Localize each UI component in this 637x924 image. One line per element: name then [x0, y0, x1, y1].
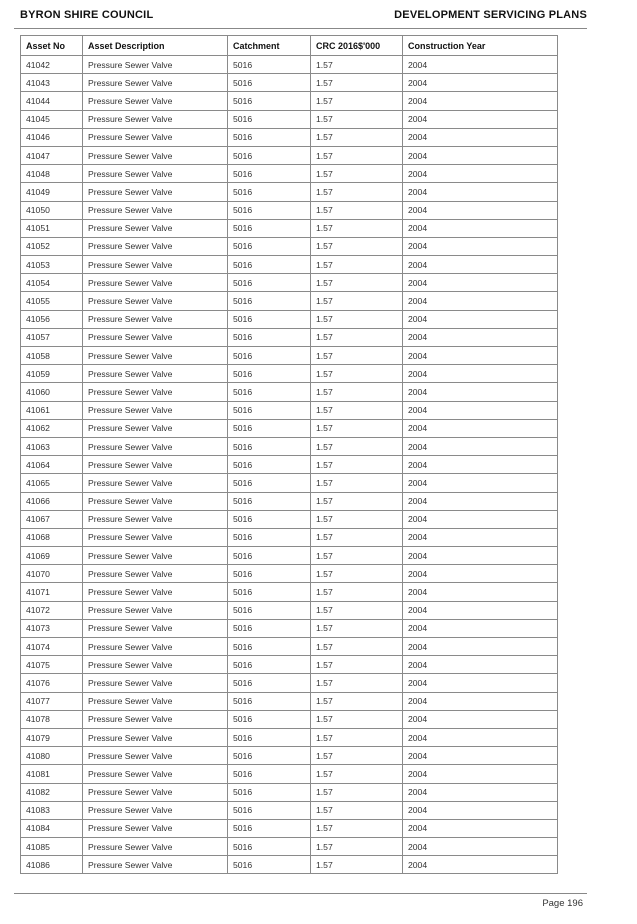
- crc-cell: 1.57: [311, 201, 403, 219]
- table-row: [21, 547, 558, 565]
- asset-no-cell: 41071: [21, 583, 83, 601]
- table-row: [21, 237, 558, 255]
- crc-cell: 1.57: [311, 237, 403, 255]
- construction-year-cell: 2004: [403, 474, 558, 492]
- catchment-cell: 5016: [228, 183, 311, 201]
- construction-year-cell: 2004: [403, 547, 558, 565]
- asset-no-cell: 41077: [21, 692, 83, 710]
- asset-description-cell: Pressure Sewer Valve: [83, 437, 228, 455]
- asset-no-cell: 41058: [21, 347, 83, 365]
- table-row: [21, 146, 558, 164]
- table-row: [21, 365, 558, 383]
- table-row: [21, 419, 558, 437]
- asset-no-cell: 41049: [21, 183, 83, 201]
- catchment-cell: 5016: [228, 128, 311, 146]
- construction-year-cell: 2004: [403, 619, 558, 637]
- asset-description-cell: Pressure Sewer Valve: [83, 456, 228, 474]
- construction-year-cell: 2004: [403, 565, 558, 583]
- construction-year-cell: 2004: [403, 347, 558, 365]
- table-row: [21, 347, 558, 365]
- table-row: [21, 383, 558, 401]
- table-row: [21, 74, 558, 92]
- catchment-cell: 5016: [228, 274, 311, 292]
- crc-cell: 1.57: [311, 419, 403, 437]
- construction-year-cell: 2004: [403, 165, 558, 183]
- catchment-cell: 5016: [228, 201, 311, 219]
- footer-divider: [14, 893, 587, 894]
- catchment-cell: 5016: [228, 219, 311, 237]
- column-header-catchment: Catchment: [228, 36, 311, 56]
- construction-year-cell: 2004: [403, 692, 558, 710]
- asset-description-cell: Pressure Sewer Valve: [83, 801, 228, 819]
- crc-cell: 1.57: [311, 638, 403, 656]
- catchment-cell: 5016: [228, 601, 311, 619]
- asset-no-cell: 41053: [21, 256, 83, 274]
- asset-description-cell: Pressure Sewer Valve: [83, 92, 228, 110]
- construction-year-cell: 2004: [403, 456, 558, 474]
- asset-description-cell: Pressure Sewer Valve: [83, 274, 228, 292]
- asset-description-cell: Pressure Sewer Valve: [83, 638, 228, 656]
- crc-cell: 1.57: [311, 565, 403, 583]
- construction-year-cell: 2004: [403, 183, 558, 201]
- catchment-cell: 5016: [228, 401, 311, 419]
- asset-no-cell: 41062: [21, 419, 83, 437]
- asset-description-cell: Pressure Sewer Valve: [83, 565, 228, 583]
- table-row: [21, 510, 558, 528]
- construction-year-cell: 2004: [403, 310, 558, 328]
- crc-cell: 1.57: [311, 456, 403, 474]
- construction-year-cell: 2004: [403, 601, 558, 619]
- construction-year-cell: 2004: [403, 783, 558, 801]
- table-row: [21, 528, 558, 546]
- catchment-cell: 5016: [228, 674, 311, 692]
- asset-description-cell: Pressure Sewer Valve: [83, 728, 228, 746]
- catchment-cell: 5016: [228, 801, 311, 819]
- asset-no-cell: 41059: [21, 365, 83, 383]
- catchment-cell: 5016: [228, 365, 311, 383]
- asset-no-cell: 41060: [21, 383, 83, 401]
- construction-year-cell: 2004: [403, 747, 558, 765]
- table-row: [21, 765, 558, 783]
- construction-year-cell: 2004: [403, 419, 558, 437]
- table-row: [21, 692, 558, 710]
- asset-description-cell: Pressure Sewer Valve: [83, 219, 228, 237]
- asset-no-cell: 41056: [21, 310, 83, 328]
- asset-no-cell: 41057: [21, 328, 83, 346]
- construction-year-cell: 2004: [403, 674, 558, 692]
- catchment-cell: 5016: [228, 619, 311, 637]
- construction-year-cell: 2004: [403, 819, 558, 837]
- catchment-cell: 5016: [228, 165, 311, 183]
- construction-year-cell: 2004: [403, 401, 558, 419]
- crc-cell: 1.57: [311, 674, 403, 692]
- construction-year-cell: 2004: [403, 528, 558, 546]
- page-number: Page 196: [542, 898, 583, 909]
- crc-cell: 1.57: [311, 328, 403, 346]
- catchment-cell: 5016: [228, 492, 311, 510]
- asset-table: [20, 35, 558, 874]
- asset-description-cell: Pressure Sewer Valve: [83, 128, 228, 146]
- asset-description-cell: Pressure Sewer Valve: [83, 401, 228, 419]
- construction-year-cell: 2004: [403, 838, 558, 856]
- column-header-asset-description: Asset Description: [83, 36, 228, 56]
- table-row: [21, 201, 558, 219]
- asset-description-cell: Pressure Sewer Valve: [83, 110, 228, 128]
- crc-cell: 1.57: [311, 492, 403, 510]
- catchment-cell: 5016: [228, 783, 311, 801]
- crc-cell: 1.57: [311, 128, 403, 146]
- construction-year-cell: 2004: [403, 765, 558, 783]
- catchment-cell: 5016: [228, 383, 311, 401]
- table-row: [21, 492, 558, 510]
- asset-no-cell: 41063: [21, 437, 83, 455]
- crc-cell: 1.57: [311, 838, 403, 856]
- catchment-cell: 5016: [228, 528, 311, 546]
- crc-cell: 1.57: [311, 383, 403, 401]
- crc-cell: 1.57: [311, 165, 403, 183]
- crc-cell: 1.57: [311, 274, 403, 292]
- table-row: [21, 747, 558, 765]
- crc-cell: 1.57: [311, 801, 403, 819]
- construction-year-cell: 2004: [403, 656, 558, 674]
- asset-description-cell: Pressure Sewer Valve: [83, 474, 228, 492]
- table-row: [21, 638, 558, 656]
- crc-cell: 1.57: [311, 656, 403, 674]
- catchment-cell: 5016: [228, 92, 311, 110]
- crc-cell: 1.57: [311, 747, 403, 765]
- asset-description-cell: Pressure Sewer Valve: [83, 146, 228, 164]
- crc-cell: 1.57: [311, 619, 403, 637]
- asset-no-cell: 41042: [21, 56, 83, 74]
- catchment-cell: 5016: [228, 437, 311, 455]
- table-row: [21, 328, 558, 346]
- asset-no-cell: 41083: [21, 801, 83, 819]
- crc-cell: 1.57: [311, 110, 403, 128]
- crc-cell: 1.57: [311, 528, 403, 546]
- asset-no-cell: 41082: [21, 783, 83, 801]
- construction-year-cell: 2004: [403, 638, 558, 656]
- header-divider: [14, 28, 587, 29]
- table-row: [21, 92, 558, 110]
- table-row: [21, 56, 558, 74]
- catchment-cell: 5016: [228, 146, 311, 164]
- crc-cell: 1.57: [311, 474, 403, 492]
- asset-no-cell: 41052: [21, 237, 83, 255]
- table-row: [21, 565, 558, 583]
- asset-description-cell: Pressure Sewer Valve: [83, 310, 228, 328]
- construction-year-cell: 2004: [403, 146, 558, 164]
- asset-no-cell: 41076: [21, 674, 83, 692]
- construction-year-cell: 2004: [403, 292, 558, 310]
- construction-year-cell: 2004: [403, 510, 558, 528]
- asset-description-cell: Pressure Sewer Valve: [83, 601, 228, 619]
- table-row: [21, 783, 558, 801]
- catchment-cell: 5016: [228, 656, 311, 674]
- catchment-cell: 5016: [228, 292, 311, 310]
- table-row: [21, 728, 558, 746]
- table-row: [21, 601, 558, 619]
- crc-cell: 1.57: [311, 365, 403, 383]
- asset-no-cell: 41054: [21, 274, 83, 292]
- asset-description-cell: Pressure Sewer Valve: [83, 765, 228, 783]
- asset-description-cell: Pressure Sewer Valve: [83, 674, 228, 692]
- catchment-cell: 5016: [228, 838, 311, 856]
- asset-description-cell: Pressure Sewer Valve: [83, 510, 228, 528]
- asset-no-cell: 41051: [21, 219, 83, 237]
- asset-description-cell: Pressure Sewer Valve: [83, 256, 228, 274]
- table-row: [21, 219, 558, 237]
- asset-no-cell: 41078: [21, 710, 83, 728]
- asset-description-cell: Pressure Sewer Valve: [83, 856, 228, 874]
- asset-description-cell: Pressure Sewer Valve: [83, 183, 228, 201]
- catchment-cell: 5016: [228, 474, 311, 492]
- catchment-cell: 5016: [228, 328, 311, 346]
- asset-no-cell: 41061: [21, 401, 83, 419]
- column-header-construction-year: Construction Year: [403, 36, 558, 56]
- asset-description-cell: Pressure Sewer Valve: [83, 74, 228, 92]
- catchment-cell: 5016: [228, 728, 311, 746]
- asset-no-cell: 41047: [21, 146, 83, 164]
- crc-cell: 1.57: [311, 856, 403, 874]
- asset-no-cell: 41046: [21, 128, 83, 146]
- asset-description-cell: Pressure Sewer Valve: [83, 692, 228, 710]
- crc-cell: 1.57: [311, 292, 403, 310]
- construction-year-cell: 2004: [403, 110, 558, 128]
- construction-year-cell: 2004: [403, 274, 558, 292]
- crc-cell: 1.57: [311, 783, 403, 801]
- asset-no-cell: 41045: [21, 110, 83, 128]
- asset-description-cell: Pressure Sewer Valve: [83, 838, 228, 856]
- crc-cell: 1.57: [311, 510, 403, 528]
- asset-description-cell: Pressure Sewer Valve: [83, 783, 228, 801]
- construction-year-cell: 2004: [403, 56, 558, 74]
- document-title: DEVELOPMENT SERVICING PLANS: [394, 9, 587, 21]
- asset-no-cell: 41064: [21, 456, 83, 474]
- asset-no-cell: 41081: [21, 765, 83, 783]
- crc-cell: 1.57: [311, 710, 403, 728]
- catchment-cell: 5016: [228, 638, 311, 656]
- asset-no-cell: 41055: [21, 292, 83, 310]
- asset-no-cell: 41086: [21, 856, 83, 874]
- asset-description-cell: Pressure Sewer Valve: [83, 747, 228, 765]
- catchment-cell: 5016: [228, 856, 311, 874]
- asset-description-cell: Pressure Sewer Valve: [83, 819, 228, 837]
- asset-no-cell: 41068: [21, 528, 83, 546]
- table-row: [21, 856, 558, 874]
- catchment-cell: 5016: [228, 419, 311, 437]
- table-row: [21, 619, 558, 637]
- asset-no-cell: 41073: [21, 619, 83, 637]
- catchment-cell: 5016: [228, 347, 311, 365]
- asset-no-cell: 41079: [21, 728, 83, 746]
- construction-year-cell: 2004: [403, 92, 558, 110]
- crc-cell: 1.57: [311, 547, 403, 565]
- catchment-cell: 5016: [228, 310, 311, 328]
- crc-cell: 1.57: [311, 74, 403, 92]
- crc-cell: 1.57: [311, 183, 403, 201]
- crc-cell: 1.57: [311, 401, 403, 419]
- asset-description-cell: Pressure Sewer Valve: [83, 583, 228, 601]
- asset-description-cell: Pressure Sewer Valve: [83, 383, 228, 401]
- asset-description-cell: Pressure Sewer Valve: [83, 656, 228, 674]
- asset-no-cell: 41044: [21, 92, 83, 110]
- table-row: [21, 474, 558, 492]
- catchment-cell: 5016: [228, 710, 311, 728]
- construction-year-cell: 2004: [403, 710, 558, 728]
- catchment-cell: 5016: [228, 747, 311, 765]
- table-row: [21, 838, 558, 856]
- table-row: [21, 292, 558, 310]
- table-row: [21, 456, 558, 474]
- crc-cell: 1.57: [311, 437, 403, 455]
- asset-no-cell: 41043: [21, 74, 83, 92]
- table-row: [21, 183, 558, 201]
- table-header-row: [21, 36, 558, 56]
- catchment-cell: 5016: [228, 74, 311, 92]
- crc-cell: 1.57: [311, 819, 403, 837]
- construction-year-cell: 2004: [403, 728, 558, 746]
- crc-cell: 1.57: [311, 146, 403, 164]
- asset-no-cell: 41072: [21, 601, 83, 619]
- table-row: [21, 165, 558, 183]
- asset-no-cell: 41048: [21, 165, 83, 183]
- column-header-crc: CRC 2016$'000: [311, 36, 403, 56]
- construction-year-cell: 2004: [403, 219, 558, 237]
- crc-cell: 1.57: [311, 583, 403, 601]
- catchment-cell: 5016: [228, 110, 311, 128]
- asset-no-cell: 41084: [21, 819, 83, 837]
- table-row: [21, 110, 558, 128]
- asset-description-cell: Pressure Sewer Valve: [83, 492, 228, 510]
- asset-no-cell: 41085: [21, 838, 83, 856]
- crc-cell: 1.57: [311, 728, 403, 746]
- construction-year-cell: 2004: [403, 201, 558, 219]
- catchment-cell: 5016: [228, 56, 311, 74]
- table-row: [21, 437, 558, 455]
- asset-description-cell: Pressure Sewer Valve: [83, 365, 228, 383]
- crc-cell: 1.57: [311, 310, 403, 328]
- asset-description-cell: Pressure Sewer Valve: [83, 619, 228, 637]
- asset-description-cell: Pressure Sewer Valve: [83, 710, 228, 728]
- construction-year-cell: 2004: [403, 74, 558, 92]
- asset-no-cell: 41066: [21, 492, 83, 510]
- crc-cell: 1.57: [311, 765, 403, 783]
- catchment-cell: 5016: [228, 547, 311, 565]
- asset-description-cell: Pressure Sewer Valve: [83, 292, 228, 310]
- asset-description-cell: Pressure Sewer Valve: [83, 165, 228, 183]
- asset-no-cell: 41070: [21, 565, 83, 583]
- construction-year-cell: 2004: [403, 128, 558, 146]
- construction-year-cell: 2004: [403, 437, 558, 455]
- asset-description-cell: Pressure Sewer Valve: [83, 328, 228, 346]
- column-header-asset-no: Asset No: [21, 36, 83, 56]
- asset-no-cell: 41050: [21, 201, 83, 219]
- asset-description-cell: Pressure Sewer Valve: [83, 419, 228, 437]
- crc-cell: 1.57: [311, 256, 403, 274]
- table-row: [21, 274, 558, 292]
- crc-cell: 1.57: [311, 219, 403, 237]
- catchment-cell: 5016: [228, 256, 311, 274]
- asset-description-cell: Pressure Sewer Valve: [83, 201, 228, 219]
- construction-year-cell: 2004: [403, 365, 558, 383]
- asset-description-cell: Pressure Sewer Valve: [83, 547, 228, 565]
- asset-no-cell: 41065: [21, 474, 83, 492]
- crc-cell: 1.57: [311, 56, 403, 74]
- catchment-cell: 5016: [228, 510, 311, 528]
- construction-year-cell: 2004: [403, 383, 558, 401]
- table-row: [21, 674, 558, 692]
- asset-no-cell: 41080: [21, 747, 83, 765]
- construction-year-cell: 2004: [403, 801, 558, 819]
- construction-year-cell: 2004: [403, 237, 558, 255]
- construction-year-cell: 2004: [403, 256, 558, 274]
- catchment-cell: 5016: [228, 692, 311, 710]
- table-row: [21, 656, 558, 674]
- table-row: [21, 801, 558, 819]
- crc-cell: 1.57: [311, 692, 403, 710]
- asset-description-cell: Pressure Sewer Valve: [83, 237, 228, 255]
- table-row: [21, 819, 558, 837]
- asset-description-cell: Pressure Sewer Valve: [83, 347, 228, 365]
- construction-year-cell: 2004: [403, 583, 558, 601]
- asset-no-cell: 41074: [21, 638, 83, 656]
- catchment-cell: 5016: [228, 583, 311, 601]
- table-row: [21, 583, 558, 601]
- table-row: [21, 710, 558, 728]
- catchment-cell: 5016: [228, 565, 311, 583]
- table-row: [21, 256, 558, 274]
- council-name: BYRON SHIRE COUNCIL: [20, 9, 154, 21]
- asset-no-cell: 41067: [21, 510, 83, 528]
- catchment-cell: 5016: [228, 819, 311, 837]
- table-row: [21, 401, 558, 419]
- table-row: [21, 128, 558, 146]
- construction-year-cell: 2004: [403, 856, 558, 874]
- asset-description-cell: Pressure Sewer Valve: [83, 56, 228, 74]
- catchment-cell: 5016: [228, 456, 311, 474]
- asset-description-cell: Pressure Sewer Valve: [83, 528, 228, 546]
- crc-cell: 1.57: [311, 92, 403, 110]
- catchment-cell: 5016: [228, 765, 311, 783]
- construction-year-cell: 2004: [403, 492, 558, 510]
- catchment-cell: 5016: [228, 237, 311, 255]
- crc-cell: 1.57: [311, 347, 403, 365]
- construction-year-cell: 2004: [403, 328, 558, 346]
- crc-cell: 1.57: [311, 601, 403, 619]
- asset-no-cell: 41069: [21, 547, 83, 565]
- asset-no-cell: 41075: [21, 656, 83, 674]
- table-row: [21, 310, 558, 328]
